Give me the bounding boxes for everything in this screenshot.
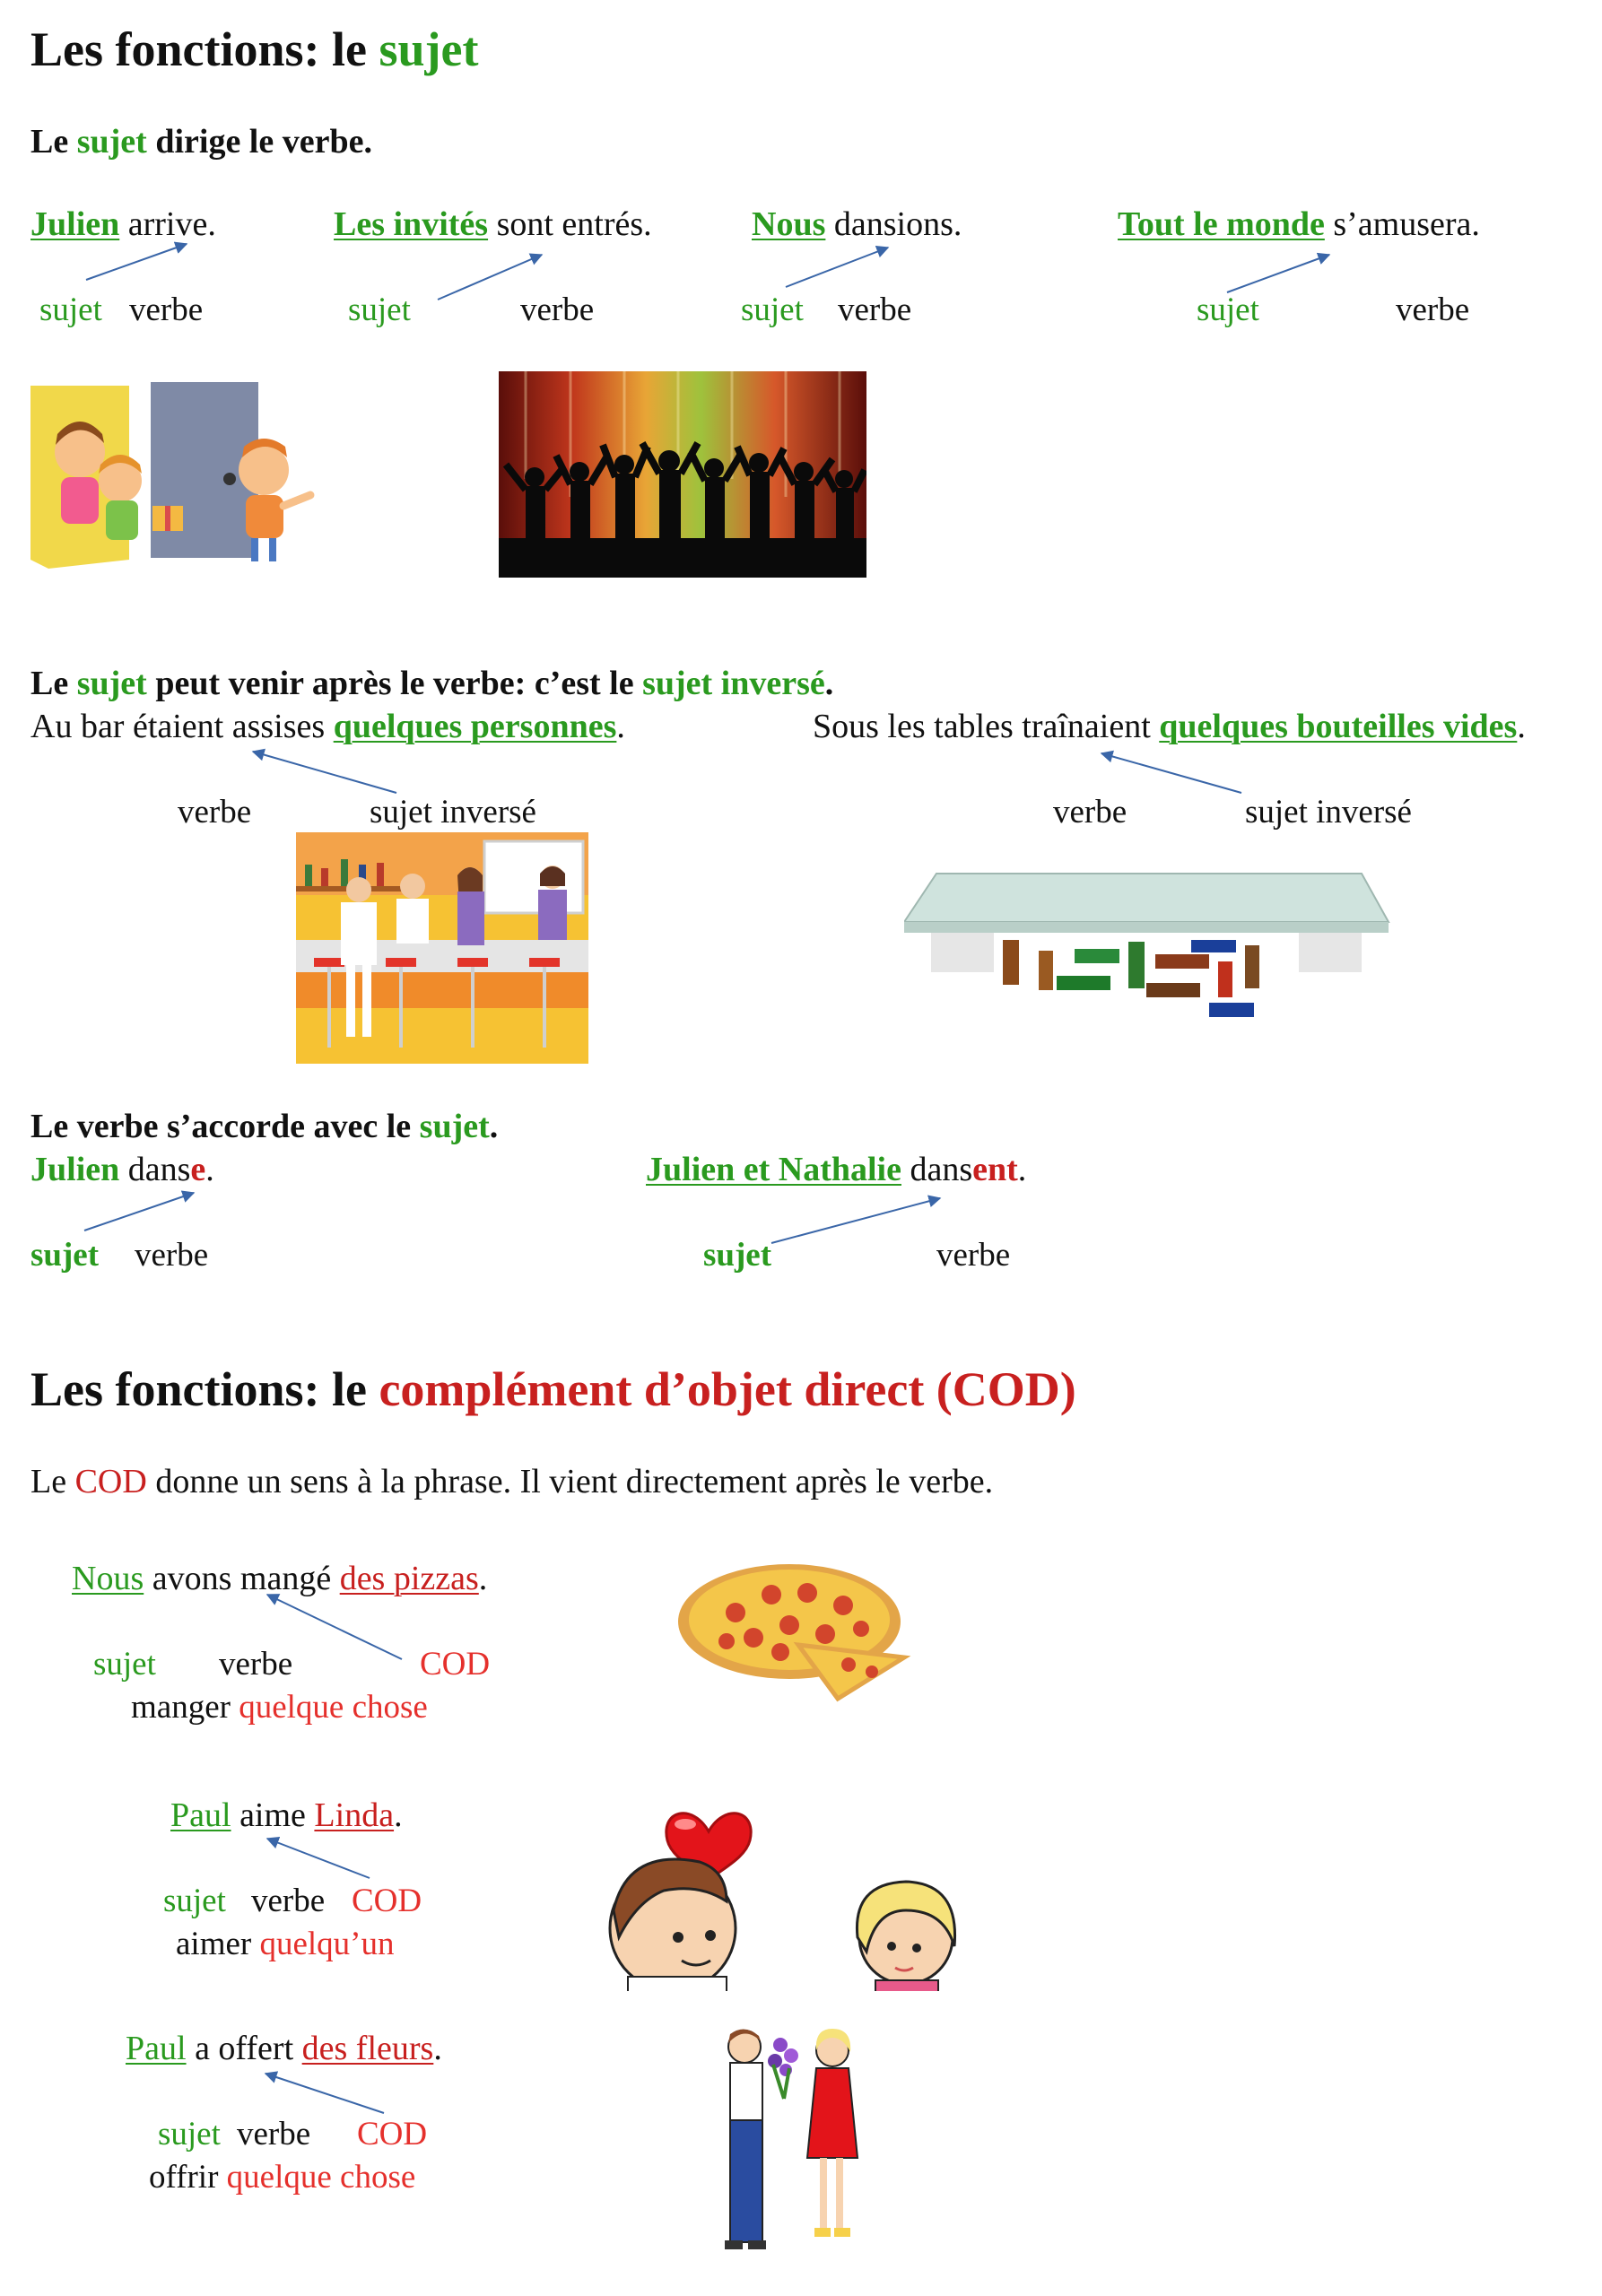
sentence-post: . <box>1017 1151 1027 1188</box>
subject-word: Paul <box>170 1796 231 1834</box>
label-sujet: sujet <box>703 1237 772 1274</box>
label-cod: COD <box>352 1883 422 1919</box>
accord-sentence-2 <box>646 1150 1026 1189</box>
title-prefix: Les fonctions: le <box>30 1362 379 1416</box>
cod-word: des pizzas <box>339 1560 479 1597</box>
verb-ending: ent <box>972 1151 1018 1188</box>
sentence-rest: arrive. <box>119 205 216 243</box>
label-sujet: sujet <box>1197 291 1259 328</box>
accord-sentence-1 <box>30 1150 214 1189</box>
section-title-cod <box>30 1361 1076 1417</box>
arrow <box>786 248 888 287</box>
rule-post: . <box>489 1108 499 1145</box>
rule-highlight-2: sujet inversé <box>642 665 825 702</box>
sentence-post: . <box>616 708 625 745</box>
subject-word: Julien <box>30 205 120 243</box>
subject-word: Nous <box>752 205 826 243</box>
gloss-object: quelqu’un <box>259 1926 395 1962</box>
gloss-verb: offrir <box>149 2159 227 2196</box>
sentence-post: . <box>394 1796 403 1834</box>
arrow <box>1101 753 1241 793</box>
verb-stem: dans <box>901 1151 973 1188</box>
subject-word: quelques personnes <box>333 708 617 745</box>
subject-word: Nous <box>72 1560 144 1597</box>
boy-girl-heart-illustration <box>592 1785 978 1991</box>
gloss-object: quelque chose <box>239 1689 428 1726</box>
label-cod: COD <box>420 1646 491 1683</box>
sentence-post: . <box>433 2030 442 2067</box>
example-sentence-4 <box>1118 204 1480 244</box>
rule-post: dirige le verbe. <box>146 123 372 161</box>
sentence-rest: s’amusera. <box>1324 205 1480 243</box>
label-sujet: sujet <box>93 1646 156 1683</box>
arrow <box>771 1198 940 1243</box>
intro-post: donne un sens à la phrase. Il vient directement après le verbe. <box>146 1463 994 1500</box>
gloss-object: quelque chose <box>226 2159 416 2196</box>
dancing-party-illustration <box>499 371 866 578</box>
label-sujet: sujet <box>741 291 804 328</box>
sentence-rest: dansions. <box>825 205 962 243</box>
sentence-post: . <box>205 1151 214 1188</box>
intro-pre: Le <box>30 1463 75 1500</box>
label-verbe: verbe <box>1396 291 1470 328</box>
rule-highlight: sujet <box>76 665 147 702</box>
label-sujet-inverse: sujet inversé <box>370 794 536 831</box>
sentence-pre: Sous les tables traînaient <box>813 708 1160 745</box>
sentence-post: . <box>1517 708 1526 745</box>
arrow <box>1227 255 1329 292</box>
subject-word: Julien et Nathalie <box>646 1151 901 1188</box>
example-sentence-1 <box>30 204 216 244</box>
gloss-verb: aimer <box>176 1926 260 1962</box>
label-verbe: verbe <box>135 1237 209 1274</box>
label-sujet: sujet <box>30 1237 100 1274</box>
cod-sentence-2 <box>170 1796 403 1835</box>
example-sentence-3 <box>752 204 962 244</box>
label-verbe: verbe <box>219 1646 293 1683</box>
example-sentence-2 <box>334 204 652 244</box>
verb-stem: dans <box>119 1151 191 1188</box>
verb-word: a offert <box>186 2030 302 2067</box>
gloss-1 <box>131 1688 428 1726</box>
cod-sentence-3 <box>126 2029 442 2068</box>
table-bottles-illustration <box>904 868 1394 1026</box>
intro-cod <box>30 1462 993 1501</box>
label-verbe: verbe <box>129 291 204 328</box>
arrow <box>267 1839 370 1878</box>
label-verbe: verbe <box>1053 794 1127 831</box>
label-verbe: verbe <box>178 794 252 831</box>
subject-word: Julien <box>30 1151 120 1188</box>
guests-arriving-illustration <box>30 380 318 569</box>
label-sujet: sujet <box>163 1883 226 1919</box>
rule-pre: Le verbe s’accorde avec le <box>30 1108 420 1145</box>
subject-word: Tout le monde <box>1118 205 1325 243</box>
inverse-sentence-1 <box>30 707 625 746</box>
label-verbe: verbe <box>520 291 595 328</box>
cod-sentence-1 <box>72 1559 487 1598</box>
label-verbe: verbe <box>251 1883 326 1919</box>
subject-word: Paul <box>126 2030 187 2067</box>
label-sujet-inverse: sujet inversé <box>1245 794 1412 831</box>
verb-ending: e <box>190 1151 206 1188</box>
arrow <box>86 244 187 280</box>
verb-word: avons mangé <box>144 1560 340 1597</box>
sentence-post: . <box>478 1560 488 1597</box>
title-highlight: complément d’objet direct (COD) <box>379 1362 1076 1416</box>
rule-sujet-inverse <box>30 664 833 703</box>
bar-scene-illustration <box>296 832 588 1064</box>
intro-highlight: COD <box>74 1463 147 1500</box>
label-sujet: sujet <box>39 291 102 328</box>
rule-highlight: sujet <box>76 123 147 161</box>
label-verbe: verbe <box>936 1237 1011 1274</box>
sentence-pre: Au bar étaient assises <box>30 708 334 745</box>
subject-word: quelques bouteilles vides <box>1159 708 1518 745</box>
sentence-rest: sont entrés. <box>488 205 652 243</box>
boy-giving-flowers-illustration <box>718 2023 870 2253</box>
label-sujet: sujet <box>158 2116 221 2152</box>
section-title-sujet <box>30 22 478 77</box>
rule-mid: peut venir après le verbe: c’est le <box>146 665 643 702</box>
title-highlight: sujet <box>379 22 479 76</box>
pizza-illustration <box>673 1559 915 1702</box>
subject-word: Les invités <box>334 205 489 243</box>
gloss-2 <box>176 1925 395 1963</box>
rule-sujet <box>30 122 372 161</box>
gloss-verb: manger <box>131 1689 239 1726</box>
label-verbe: verbe <box>237 2116 311 2152</box>
arrow <box>253 752 396 793</box>
gloss-3 <box>149 2158 415 2196</box>
rule-pre: Le <box>30 665 77 702</box>
arrow <box>84 1193 194 1231</box>
cod-word: des fleurs <box>301 2030 434 2067</box>
rule-post: . <box>824 665 834 702</box>
rule-highlight: sujet <box>419 1108 490 1145</box>
title-prefix: Les fonctions: le <box>30 22 379 76</box>
label-sujet: sujet <box>348 291 411 328</box>
rule-pre: Le <box>30 123 77 161</box>
inverse-sentence-2 <box>813 707 1526 746</box>
cod-word: Linda <box>314 1796 395 1834</box>
rule-accord <box>30 1107 498 1146</box>
arrow <box>266 2074 384 2113</box>
label-cod: COD <box>357 2116 428 2152</box>
label-verbe: verbe <box>838 291 912 328</box>
verb-word: aime <box>231 1796 315 1834</box>
